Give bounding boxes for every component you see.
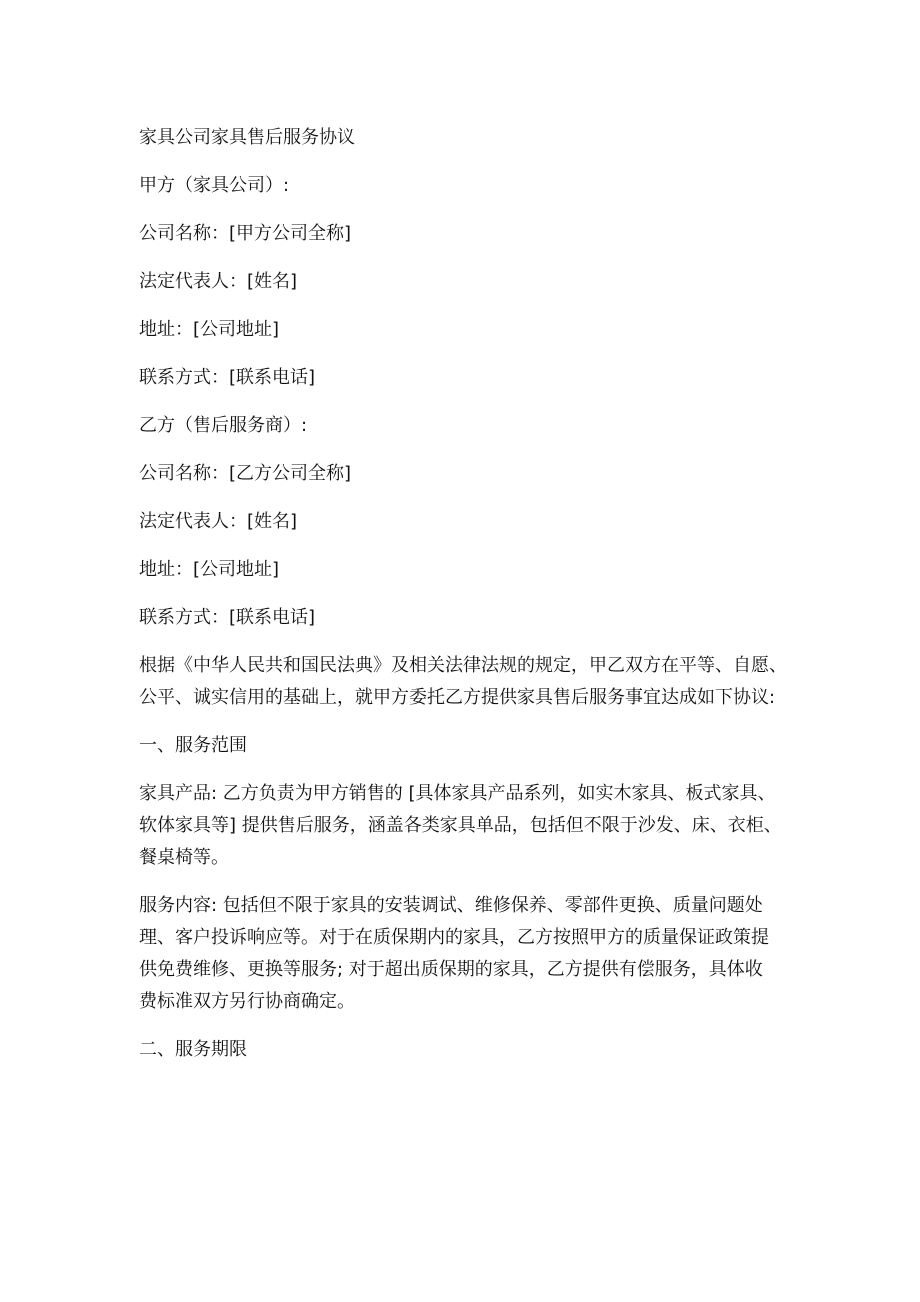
party-b-company-name: 公司名称：[乙方公司全称] (139, 463, 352, 484)
party-b-contact: 联系方式：[联系电话] (139, 607, 316, 628)
preamble-paragraph (139, 650, 787, 714)
document-title: 家具公司家具售后服务协议 (139, 127, 355, 148)
section-2-heading: 二、服务期限 (139, 1039, 247, 1060)
services-line: 服务内容: 包括但不限于家具的安装调试、维修保养、零部件更换、质量问题处 (139, 895, 763, 916)
services-line: 供免费维修、更换等服务; 对于超出质保期的家具，乙方提供有偿服务，具体收 (139, 959, 763, 980)
services-paragraph (139, 890, 784, 1018)
products-line: 软体家具等] 提供售后服务，涵盖各类家具单品，包括但不限于沙发、床、衣柜、 (139, 815, 782, 836)
party-a-contact: 联系方式：[联系电话] (139, 367, 316, 388)
party-b-address: 地址：[公司地址] (139, 559, 280, 580)
document-body (139, 122, 787, 1082)
party-b-legal-rep: 法定代表人：[姓名] (139, 511, 298, 532)
products-paragraph (139, 778, 784, 874)
party-a-legal-rep: 法定代表人：[姓名] (139, 271, 298, 292)
services-line: 理、客户投诉响应等。对于在质保期内的家具，乙方按照甲方的质量保证政策提 (139, 927, 769, 948)
preamble-line: 公平、诚实信用的基础上，就甲方委托乙方提供家具售后服务事宜达成如下协议: (139, 687, 776, 708)
preamble-line: 根据《中华人民共和国民法典》及相关法律法规的规定，甲乙双方在平等、自愿、 (139, 655, 787, 676)
products-line: 餐桌椅等。 (139, 847, 229, 868)
party-a-address: 地址：[公司地址] (139, 319, 280, 340)
products-line: 家具产品: 乙方负责为甲方销售的 [具体家具产品系列，如实木家具、板式家具、 (139, 783, 776, 804)
party-a-heading: 甲方（家具公司）: (139, 175, 290, 196)
services-line: 费标准双方另行协商确定。 (139, 991, 355, 1012)
party-b-heading: 乙方（售后服务商）: (139, 415, 308, 436)
section-1-heading: 一、服务范围 (139, 735, 247, 756)
party-a-company-name: 公司名称：[甲方公司全称] (139, 223, 352, 244)
